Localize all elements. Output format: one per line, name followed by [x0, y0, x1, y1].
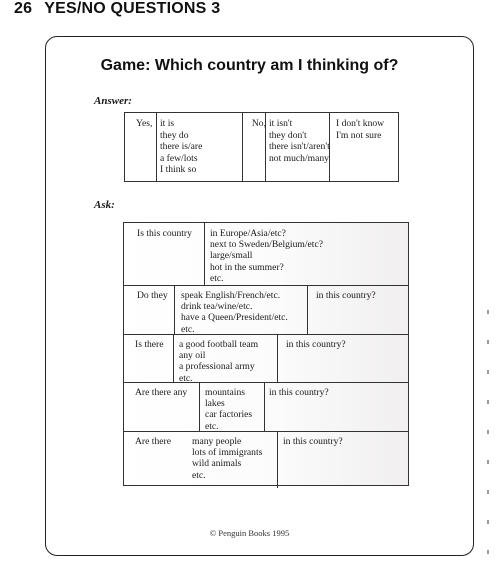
ask-options: speak English/French/etc. drink tea/wine/etc. have a Queen/President/etc. etc. — [181, 290, 288, 335]
yes-options: it is they do there is/are a few/lots I think so — [160, 118, 203, 176]
ask-options-cell — [174, 286, 307, 335]
ask-row — [124, 382, 408, 432]
other-options: I don't know I'm not sure — [336, 118, 385, 141]
ask-ending-cell — [277, 432, 408, 488]
ask-table — [123, 222, 409, 486]
ask-ending: in this country? — [269, 387, 329, 398]
section-title: YES/NO QUESTIONS 3 — [44, 0, 221, 17]
ask-starter: Is there — [135, 339, 164, 350]
ask-starter: Are there — [135, 436, 171, 447]
page-number: 26 — [14, 0, 33, 17]
ask-options: in Europe/Asia/etc? next to Sweden/Belgium/etc? large/small hot in the summer? etc. — [210, 228, 323, 284]
game-title: Game: Which country am I thinking of? — [100, 57, 399, 74]
yes-label: Yes, — [136, 118, 153, 129]
ask-row — [124, 431, 408, 488]
ask-ending: in this country? — [283, 436, 343, 447]
ask-options: mountains lakes car factories etc. — [205, 387, 253, 432]
ask-options: a good football team any oil a professional army etc. — [179, 339, 259, 384]
ask-options-cell — [173, 335, 277, 383]
ask-row — [124, 285, 408, 335]
ask-starter-cell — [124, 383, 199, 432]
ask-row — [124, 223, 408, 285]
answer-table — [124, 112, 399, 182]
no-label: No, — [251, 118, 266, 129]
answer-yes-cell — [125, 113, 242, 181]
ask-ending: in this country? — [286, 339, 346, 350]
ask-ending-cell — [307, 286, 408, 335]
ask-options: many people lots of immigrants wild animals etc. — [192, 436, 263, 481]
ask-label: Ask: — [94, 199, 115, 211]
ask-options-cell — [204, 223, 408, 285]
ask-ending-cell — [264, 383, 408, 432]
ask-row — [124, 334, 408, 383]
no-options: it isn't they don't there isn't/aren't not much/many — [269, 118, 330, 164]
answer-yes-divider — [156, 113, 157, 181]
answer-other-cell — [329, 113, 400, 181]
ask-starter: Do they — [137, 290, 168, 301]
ask-starter: Are there any — [135, 387, 188, 398]
ask-starter: Is this country — [137, 228, 192, 239]
page-header — [14, 0, 220, 18]
answer-no-inner — [242, 113, 329, 181]
answer-label: Answer: — [94, 95, 132, 107]
ask-starter-cell — [124, 335, 173, 383]
ask-starter-cell — [124, 223, 204, 285]
ask-starter-cell — [124, 286, 174, 335]
answer-no-divider — [265, 113, 266, 181]
ask-starter-cell — [124, 432, 186, 488]
ask-options-cell — [186, 432, 277, 488]
ask-ending: in this country? — [316, 290, 376, 301]
ask-ending-cell — [277, 335, 408, 383]
ask-options-cell — [199, 383, 264, 432]
page-edge-marks — [484, 300, 494, 560]
copyright-notice: © Penguin Books 1995 — [209, 528, 290, 538]
